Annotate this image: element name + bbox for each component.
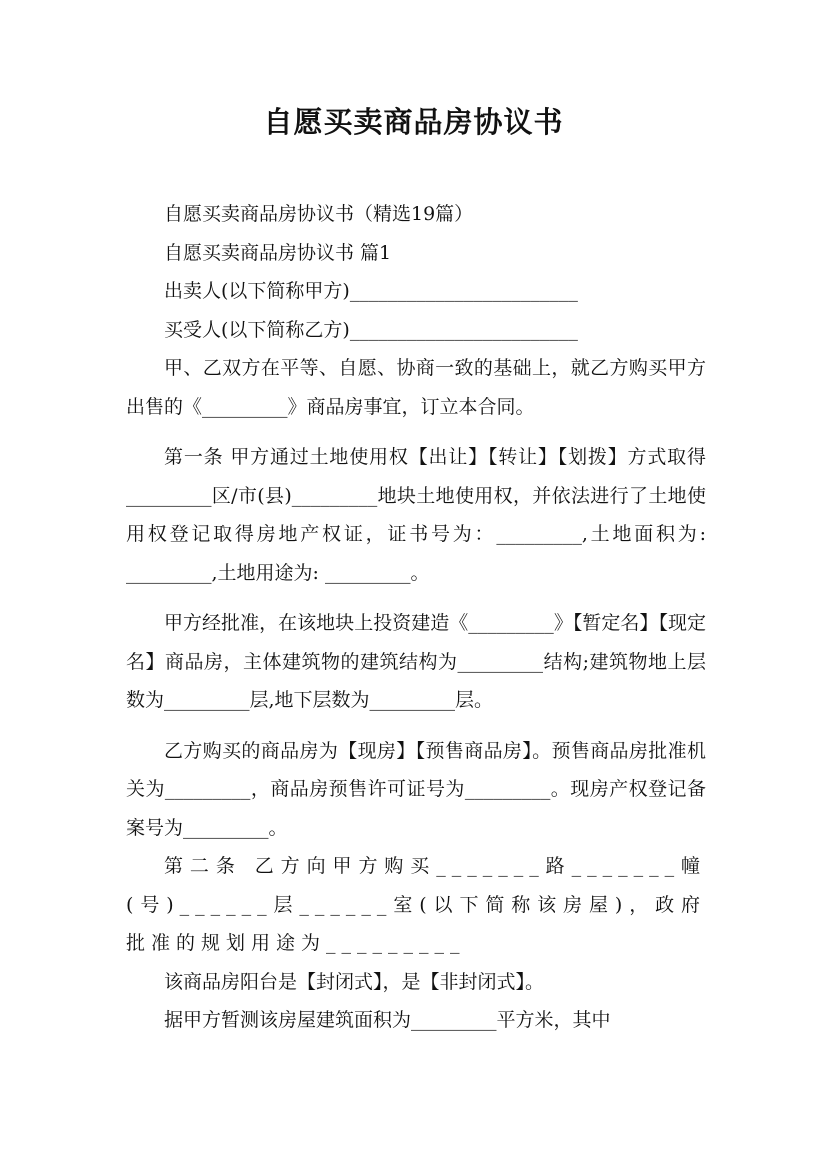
paragraph-subtitle: 自愿买卖商品房协议书（精选19篇）	[164, 203, 474, 225]
paragraph-seller: 出卖人(以下简称甲方)________________________	[164, 280, 578, 302]
document-title: 自愿买卖商品房协议书	[263, 105, 564, 139]
paragraph-house-type: 乙方购买的商品房为【现房】【预售商品房】。预售商品房批准机关为_________，商品房预售许可证号为_________。现房产权登记备案号为_________。	[126, 739, 706, 839]
paragraph-article-2: 第二条 乙方向甲方购买_______路_______幢(号)______层______室(以下简称该房屋)，政府批准的规划用途为_________	[126, 855, 706, 954]
paragraph-area: 据甲方暂测该房屋建筑面积为_________平方米，其中	[164, 1009, 611, 1031]
paragraph-balcony: 该商品房阳台是【封闭式】，是【非封闭式】。	[164, 970, 545, 993]
paragraph-article-1: 第一条 甲方通过土地使用权【出让】【转让】【划拨】方式取得_________区/市(县)_________地块土地使用权，并依法进行了土地使用权登记取得房地产权证，证书号为：_________,土地面积为: _________,土地用途为: _________。	[126, 446, 706, 584]
paragraph-construction: 甲方经批准，在该地块上投资建造《_________》【暂定名】【现定名】商品房，主体建筑物的建筑结构为_________结构;建筑物地上层数为_________层,地下层数为_________层。	[126, 612, 706, 711]
paragraph-intro: 甲、乙双方在平等、自愿、协商一致的基础上，就乙方购买甲方出售的《_________》商品房事宜，订立本合同。	[126, 357, 706, 418]
paragraph-section-heading: 自愿买卖商品房协议书 篇1	[164, 241, 392, 264]
document-body	[126, 195, 706, 1040]
paragraph-buyer: 买受人(以下简称乙方)________________________	[164, 318, 578, 341]
